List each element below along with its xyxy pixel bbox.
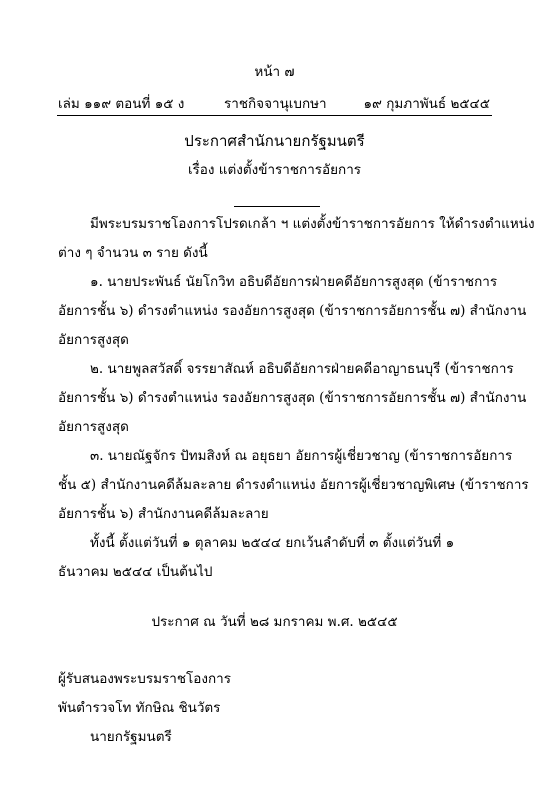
publication-date: ๑๙ กุมภาพันธ์ ๒๕๔๕ <box>363 96 490 112</box>
volume-issue: เล่ม ๑๑๙ ตอนที่ ๑๕ ง <box>58 96 185 112</box>
item2-line-3: อัยการสูงสุด <box>58 419 129 435</box>
intro-line-2: ต่าง ๆ จำนวน ๓ ราย ดังนี้ <box>58 245 208 261</box>
item3-line-1: ๓. นายณัฐจักร ปัทมสิงห์ ณ อยุธยา อัยการผู้เชี่ยวชาญ (ข้าราชการอัยการ <box>90 448 513 464</box>
item1-line-3: อัยการสูงสุด <box>58 332 129 348</box>
announcement-date: ประกาศ ณ วันที่ ๒๘ มกราคม พ.ศ. ๒๕๔๕ <box>151 614 398 630</box>
document-title: ประกาศสำนักนายกรัฐมนตรี <box>184 132 365 150</box>
signatory-name: พันตำรวจโท ทักษิณ ชินวัตร <box>58 700 221 716</box>
running-header <box>58 92 490 112</box>
item3-line-2: ชั้น ๕) สำนักงานคดีล้มละลาย ดำรงตำแหน่ง อัยการผู้เชี่ยวชาญพิเศษ (ข้าราชการ <box>58 477 529 493</box>
item2-line-2: อัยการชั้น ๖) ดำรงตำแหน่ง รองอัยการสูงสุด (ข้าราชการอัยการชั้น ๗) สำนักงาน <box>58 390 527 406</box>
intro-line-1: มีพระบรมราชโองการโปรดเกล้า ฯ แต่งตั้งข้าราชการอัยการ ให้ดำรงตำแหน่ง <box>90 216 535 232</box>
effective-line-1: ทั้งนี้ ตั้งแต่วันที่ ๑ ตุลาคม ๒๕๔๔ ยกเว้นลำดับที่ ๓ ตั้งแต่วันที่ ๑ <box>90 535 455 551</box>
effective-line-2: ธันวาคม ๒๕๔๔ เป็นต้นไป <box>58 564 213 580</box>
page-number: หน้า ๗ <box>254 64 295 80</box>
publication-name: ราชกิจจานุเบกษา <box>224 96 327 112</box>
header-divider <box>57 115 492 116</box>
signatory-position: นายกรัฐมนตรี <box>90 729 172 745</box>
item1-line-2: อัยการชั้น ๖) ดำรงตำแหน่ง รองอัยการสูงสุด (ข้าราชการอัยการชั้น ๗) สำนักงาน <box>58 303 527 319</box>
item1-line-1: ๑. นายประพันธ์ นัยโกวิท อธิบดีอัยการฝ่ายคดีอัยการสูงสุด (ข้าราชการ <box>90 274 498 290</box>
item2-line-1: ๒. นายพูลสวัสดิ์ จรรยาสัณห์ อธิบดีอัยการฝ่ายคดีอาญาธนบุรี (ข้าราชการ <box>90 361 514 377</box>
item3-line-3: อัยการชั้น ๖) สำนักงานคดีล้มละลาย <box>58 506 269 522</box>
countersign-label: ผู้รับสนองพระบรมราชโองการ <box>58 671 231 687</box>
title-divider <box>234 206 320 207</box>
document-subject: เรื่อง แต่งตั้งข้าราชการอัยการ <box>187 162 362 178</box>
